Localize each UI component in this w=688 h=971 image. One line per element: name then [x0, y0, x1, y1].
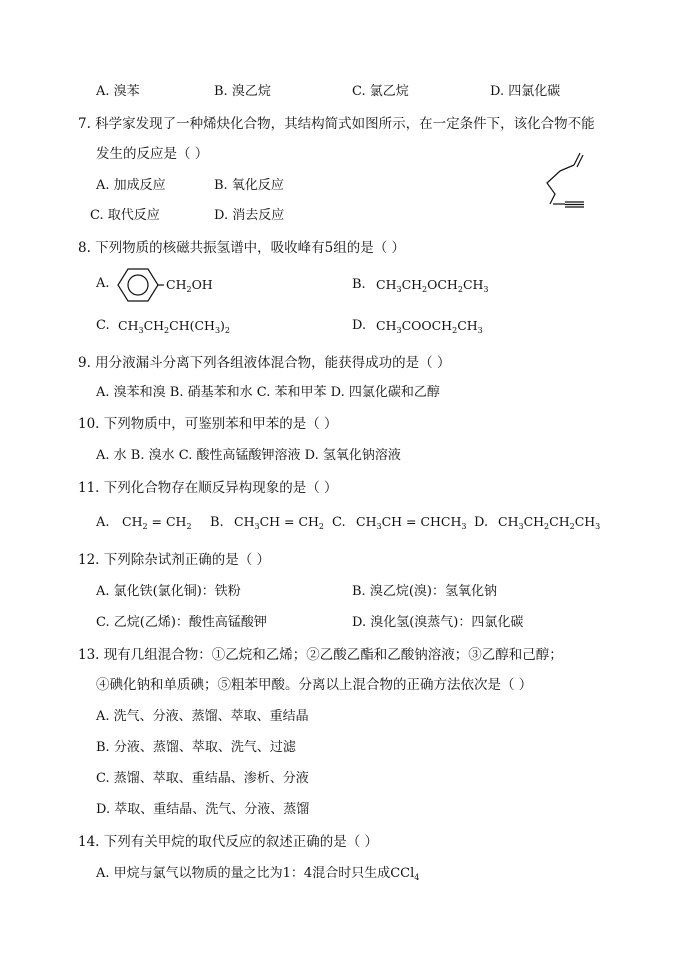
q10-stem: 10. 下列物质中，可鉴别苯和甲苯的是（ ）	[78, 416, 338, 432]
q12-option-a: A. 氯化铁(氯化铜)：铁粉	[96, 584, 241, 599]
q7-option-a: A. 加成反应	[96, 178, 166, 193]
q13-stem-line2: ④碘化钠和单质碘；⑤粗苯甲酸。分离以上混合物的正确方法依次是（ ）	[96, 677, 533, 693]
q10-options: A. 水 B. 溴水 C. 酸性高锰酸钾溶液 D. 氢氧化钠溶液	[96, 448, 401, 463]
q6-option-c: C. 氯乙烷	[352, 84, 409, 99]
q6-option-a: A. 溴苯	[96, 84, 140, 99]
q13-stem-line1: 13. 现有几组混合物：①乙烷和乙烯；②乙酸乙酯和乙酸钠溶液；③乙醇和己醇；	[78, 647, 563, 663]
q11-option-d-label: D.	[474, 515, 489, 530]
q11-option-a-formula: $CH_2 = CH_2$	[122, 514, 192, 531]
q7-option-b: B. 氧化反应	[214, 178, 284, 193]
q8-option-b-formula: $CH_3CH_2OCH_2CH_3$	[376, 277, 489, 294]
q12-option-c: C. 乙烷(乙烯)：酸性高锰酸钾	[96, 615, 267, 630]
q7-option-d: D. 消去反应	[214, 208, 285, 223]
q8-a-tail: OH	[191, 277, 213, 292]
q12-stem: 12. 下列除杂试剂正确的是（ ）	[78, 552, 271, 568]
q13-option-d: D. 萃取、重结晶、洗气、分液、蒸馏	[96, 802, 310, 817]
q6-option-b: B. 溴乙烷	[214, 84, 271, 99]
q14-a-sub: 4	[414, 873, 420, 882]
q7-enyne-structure	[540, 150, 596, 208]
q11-option-b-label: B.	[210, 515, 224, 530]
q14-stem: 14. 下列有关甲烷的取代反应的叙述正确的是（ ）	[78, 834, 379, 850]
q13-option-b: B. 分液、蒸馏、萃取、洗气、过滤	[96, 740, 296, 755]
q8-option-d-formula: $CH_3COOCH_2CH_3$	[376, 318, 483, 335]
q9-options: A. 溴苯和溴 B. 硝基苯和水 C. 苯和甲苯 D. 四氯化碳和乙醇	[96, 385, 440, 400]
q7-stem-line2: 发生的反应是（ ）	[96, 146, 209, 162]
q11-option-c-label: C.	[332, 515, 346, 530]
q8-benzene-ring-icon	[118, 266, 160, 304]
q13-option-c: C. 蒸馏、萃取、重结晶、渗析、分液	[96, 771, 309, 786]
q8-option-b-label: B.	[352, 277, 366, 292]
q13-option-a: A. 洗气、分液、蒸馏、萃取、重结晶	[96, 709, 309, 724]
q8-option-a-label: A.	[96, 276, 110, 291]
q11-option-a-label: A.	[96, 515, 110, 530]
q8-option-a-formula	[166, 277, 213, 293]
q11-option-c-formula: $CH_3CH$ = $CHCH_3$	[356, 514, 467, 531]
q12-option-b: B. 溴乙烷(溴)：氢氧化钠	[352, 584, 497, 599]
q12-option-d: D. 溴化氢(溴蒸气)：四氯化碳	[352, 615, 524, 630]
q7-stem-line1: 7. 科学家发现了一种烯炔化合物，其结构简式如图所示，在一定条件下，该化合物不能	[78, 116, 595, 132]
q8-option-c-label: C.	[96, 318, 110, 333]
q7-option-c: C. 取代反应	[90, 208, 160, 223]
q8-a-sub: 2	[186, 285, 192, 294]
q11-option-b-formula: $CH_3CH = CH_2$	[234, 514, 325, 531]
q6-option-d: D. 四氯化碳	[490, 84, 561, 99]
q8-a-ch: CH	[166, 277, 187, 292]
q9-stem: 9. 用分液漏斗分离下列各组液体混合物，能获得成功的是（ ）	[78, 355, 451, 371]
q14-a-text: A. 甲烷与氯气以物质的量之比为1：4混合时只生成CCl	[96, 866, 415, 881]
q8-option-d-label: D.	[352, 318, 367, 333]
q8-option-c-formula: $CH_3CH_2CH(CH_3)_2$	[118, 318, 231, 335]
q11-stem: 11. 下列化合物存在顺反异构现象的是（ ）	[78, 480, 338, 496]
q11-option-d-formula: $CH_3CH_2CH_2CH_3$	[498, 514, 601, 531]
q14-option-a	[96, 866, 419, 882]
q8-stem: 8. 下列物质的核磁共振氢谱中，吸收峰有5组的是（ ）	[78, 240, 406, 256]
